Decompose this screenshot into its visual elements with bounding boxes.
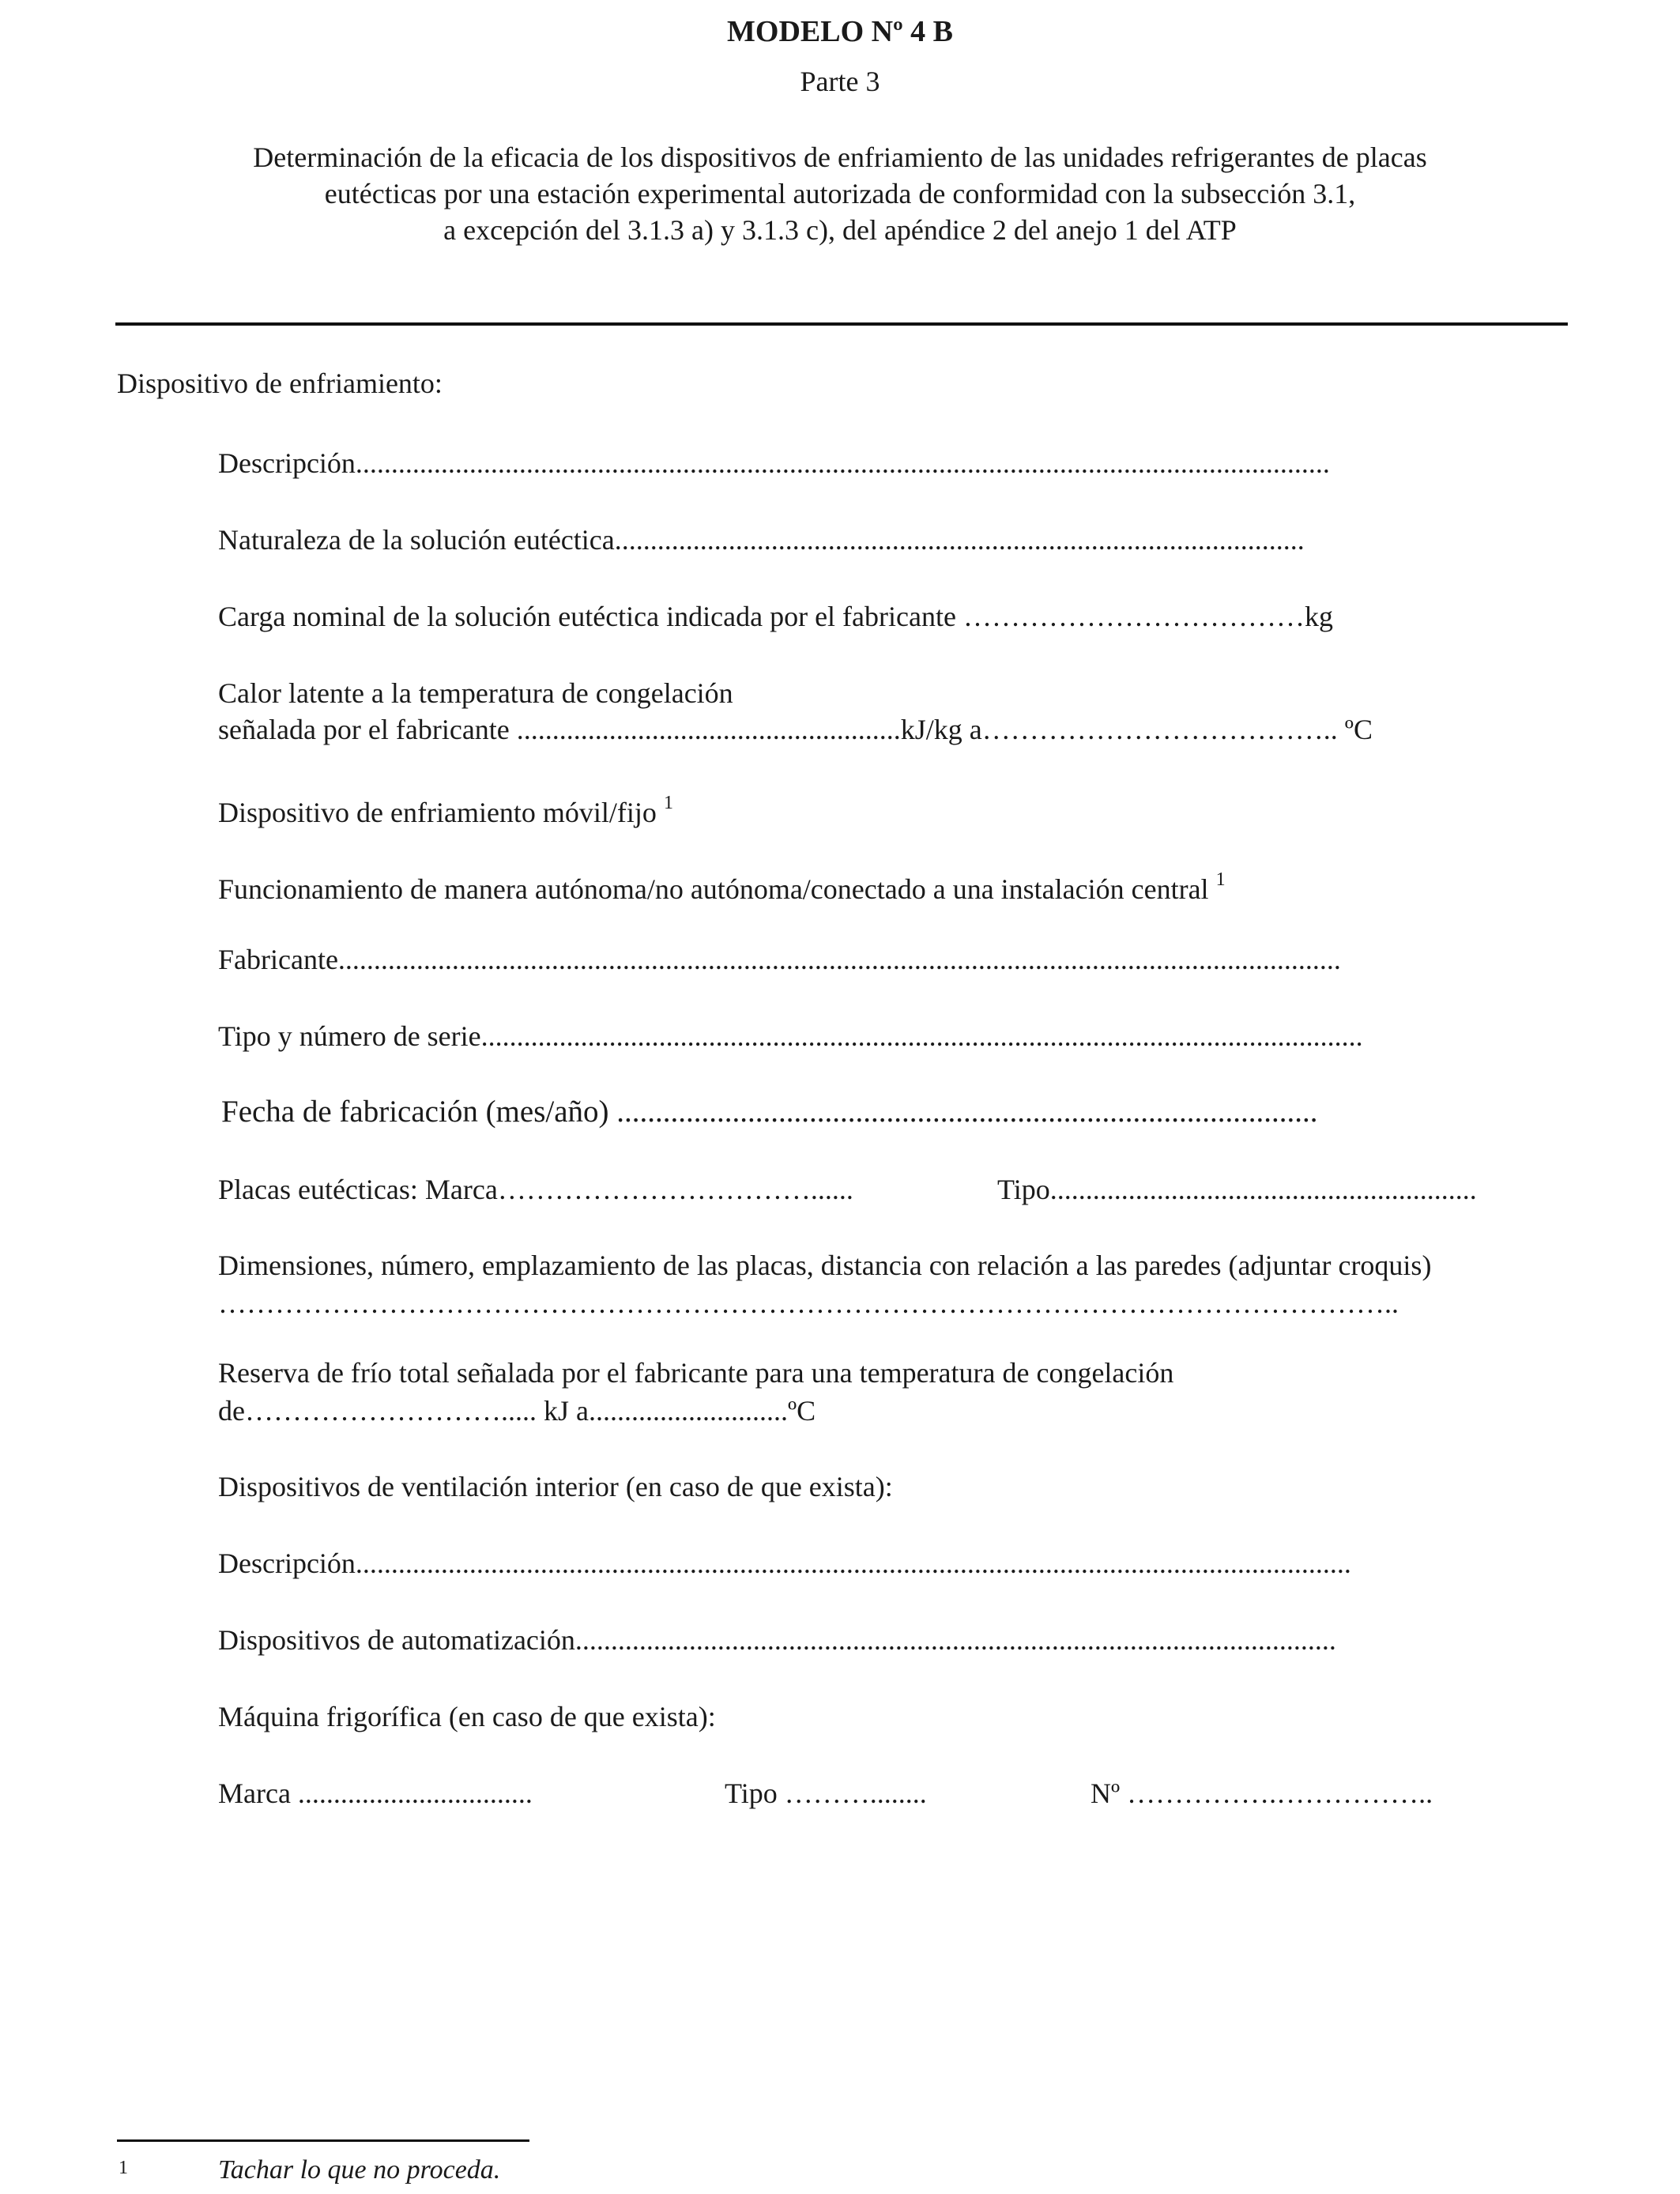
field-tipo: Tipo ………........	[725, 1777, 927, 1809]
field-funcionamiento-label: Funcionamiento de manera autónoma/no autónoma/conectado a una instalación central	[218, 873, 1209, 905]
description-line: eutécticas por una estación experimental autorizada de conformidad con la subsección 3.1,	[324, 178, 1356, 209]
field-placas-tipo: Tipo............................................................	[997, 1174, 1477, 1205]
field-fabricante: Fabricante.............................................................................................................................................	[218, 944, 1341, 975]
field-maquina-heading: Máquina frigorífica (en caso de que exista):	[218, 1701, 716, 1732]
footnote-divider	[117, 2139, 529, 2142]
field-placas-marca: Placas eutécticas: Marca……………………………......	[218, 1174, 853, 1205]
field-reserva-frio-label: Reserva de frío total señalada por el fabricante para una temperatura de congelación	[218, 1357, 1174, 1389]
footnote-text: Tachar lo que no proceda.	[218, 2155, 501, 2185]
field-tipo-serie: Tipo y número de serie............................................................................................................................	[218, 1020, 1363, 1052]
field-fecha-fabricacion: Fecha de fabricación (mes/año) ...........................................................................................	[221, 1095, 1318, 1129]
description-line: Determinación de la eficacia de los dispositivos de enfriamiento de las unidades refrigerantes de placas	[253, 141, 1427, 173]
field-automatizacion: Dispositivos de automatización...........................................................................................................	[218, 1624, 1336, 1656]
footnote-reference: 1	[663, 793, 673, 813]
section-heading: Dispositivo de enfriamiento:	[117, 368, 443, 399]
document-part: Parte 3	[800, 66, 880, 97]
field-numero: Nº …………….……………..	[1090, 1777, 1433, 1809]
description-line: a excepción del 3.1.3 a) y 3.1.3 c), del apéndice 2 del anejo 1 del ATP	[443, 214, 1237, 246]
field-dimensiones-label: Dimensiones, número, emplazamiento de las placas, distancia con relación a las paredes (adjuntar croquis)	[218, 1250, 1432, 1281]
footnote-reference: 1	[1215, 869, 1226, 890]
header-divider	[115, 322, 1568, 326]
field-descripcion: Descripción.........................................................................................................................................	[218, 447, 1330, 479]
document-description	[119, 139, 1561, 248]
field-descripcion-ventilacion: Descripción............................................................................................................................................	[218, 1547, 1351, 1579]
field-carga: Carga nominal de la solución eutéctica indicada por el fabricante ………………………………kg	[218, 601, 1333, 632]
field-calor-latente-label: Calor latente a la temperatura de congelación	[218, 677, 733, 709]
field-dimensiones: ……………………………………………………………………………………………………………..	[218, 1287, 1399, 1319]
field-naturaleza: Naturaleza de la solución eutéctica.................................................................................................	[218, 524, 1305, 556]
document-title: MODELO Nº 4 B	[727, 15, 953, 48]
field-movil-fijo-label: Dispositivo de enfriamiento móvil/fijo	[218, 797, 657, 828]
field-movil-fijo	[218, 788, 673, 831]
field-reserva-frio: de………………………..... kJ a............................ºC	[218, 1395, 816, 1427]
field-marca: Marca .................................	[218, 1777, 533, 1809]
field-calor-latente: señalada por el fabricante ......................................................kJ/kg a……………………………….. ºC	[218, 714, 1373, 745]
field-ventilacion-heading: Dispositivos de ventilación interior (en caso de que exista):	[218, 1471, 893, 1502]
field-funcionamiento	[218, 865, 1226, 907]
footnote-number: 1	[119, 2158, 128, 2178]
